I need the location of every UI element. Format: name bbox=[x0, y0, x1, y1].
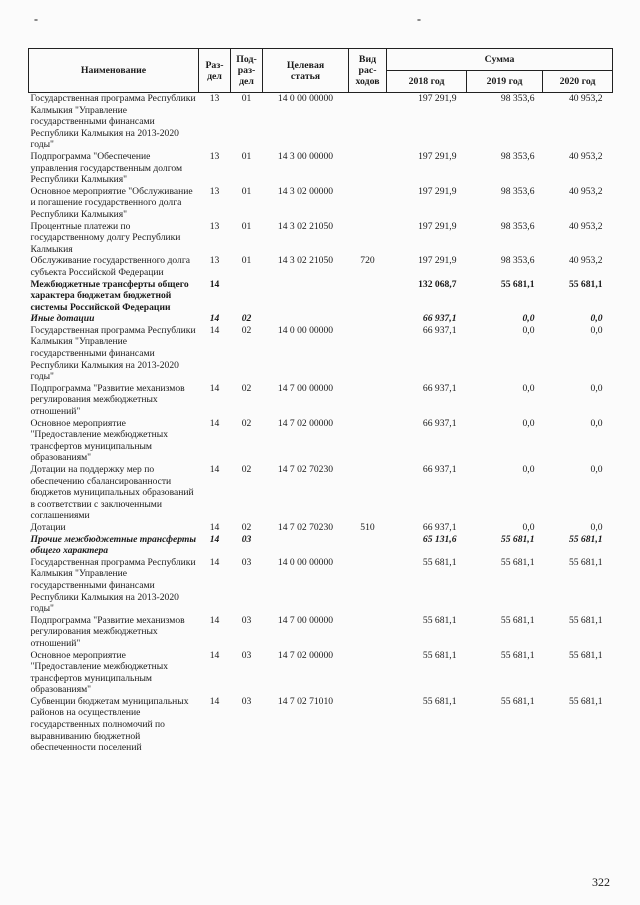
row-podrazdel: 02 bbox=[241, 521, 252, 533]
row-sum-2019: 98 353,6 bbox=[500, 93, 535, 104]
row-vid: 720 bbox=[360, 255, 375, 267]
row-sum-2020: 0,0 bbox=[590, 382, 603, 394]
row-sum-2020: 55 681,1 bbox=[568, 556, 603, 568]
row-name: Иные дотации bbox=[30, 313, 95, 325]
row-sum-2019: 55 681,1 bbox=[500, 614, 535, 626]
row-name: Подпрограмма "Развитие механизмов регулирования межбюджетных отношений" bbox=[30, 614, 185, 649]
row-vid bbox=[349, 534, 387, 557]
table-row bbox=[29, 313, 613, 325]
row-razdel: 14 bbox=[209, 324, 220, 336]
row-podrazdel: 02 bbox=[241, 464, 252, 475]
table-row bbox=[29, 534, 613, 557]
row-name: Субвенции бюджетам муниципальных районов на осуществление государственных полномочий по выравниванию бюджетной обеспеченности поселений bbox=[30, 695, 189, 754]
row-sum-2018: 55 681,1 bbox=[422, 614, 457, 626]
row-razdel: 14 bbox=[209, 382, 220, 394]
row-podrazdel: 03 bbox=[241, 533, 252, 545]
row-sum-2019: 55 681,1 bbox=[500, 278, 535, 290]
row-vid: 510 bbox=[360, 521, 375, 533]
row-razdel: 13 bbox=[209, 93, 220, 104]
row-sum-2019: 55 681,1 bbox=[500, 556, 535, 568]
row-sum-2018: 55 681,1 bbox=[422, 695, 457, 707]
row-target: 14 3 00 00000 bbox=[277, 150, 334, 162]
row-podrazdel: 03 bbox=[241, 695, 252, 707]
row-sum-2020: 55 681,1 bbox=[568, 614, 603, 626]
row-sum-2019: 0,0 bbox=[522, 521, 535, 533]
row-sum-2019: 0,0 bbox=[522, 324, 535, 336]
row-podrazdel: 02 bbox=[241, 313, 252, 325]
row-target: 14 0 00 00000 bbox=[277, 93, 334, 104]
row-name: Основное мероприятие "Предоставление межбюджетных трансфертов муниципальным образованиям" bbox=[30, 417, 168, 464]
row-sum-2019: 98 353,6 bbox=[500, 150, 535, 162]
row-target: 14 7 00 00000 bbox=[277, 382, 334, 394]
row-sum-2020: 0,0 bbox=[590, 324, 603, 336]
row-name: Обслуживание государственного долга субъекта Российской Федерации bbox=[30, 255, 191, 278]
row-sum-2018: 197 291,9 bbox=[418, 255, 457, 267]
row-vid bbox=[349, 418, 387, 464]
row-sum-2019: 55 681,1 bbox=[500, 533, 535, 545]
row-podrazdel: 02 bbox=[241, 382, 252, 394]
col-header-2018: 2018 год bbox=[387, 71, 467, 93]
row-vid bbox=[349, 279, 387, 314]
row-sum-2020: 0,0 bbox=[590, 417, 603, 429]
table-row bbox=[29, 151, 613, 186]
row-name: Государственная программа Республики Калмыкия "Управление государственными финансами Республики Калмыкия на 2013-2020 годы" bbox=[30, 93, 196, 151]
row-sum-2018: 66 937,1 bbox=[422, 464, 457, 475]
table-row bbox=[29, 650, 613, 696]
row-vid bbox=[349, 650, 387, 696]
row-sum-2019: 0,0 bbox=[522, 417, 535, 429]
row-vid bbox=[349, 325, 387, 383]
col-header-podrazdel: Под- раз- дел bbox=[231, 49, 263, 93]
row-sum-2018: 197 291,9 bbox=[418, 150, 457, 162]
row-razdel: 14 bbox=[209, 556, 220, 568]
row-name: Государственная программа Республики Калмыкия "Управление государственными финансами Республики Калмыкия на 2013-2020 годы" bbox=[30, 556, 196, 615]
col-header-vid: Вид рас- ходов bbox=[349, 49, 387, 93]
row-sum-2019: 55 681,1 bbox=[500, 695, 535, 707]
col-header-2019: 2019 год bbox=[467, 71, 543, 93]
row-sum-2019: 98 353,6 bbox=[500, 255, 535, 267]
row-razdel: 14 bbox=[209, 649, 220, 661]
row-razdel: 13 bbox=[209, 185, 220, 197]
row-sum-2018: 197 291,9 bbox=[418, 185, 457, 197]
row-target: 14 7 02 71010 bbox=[277, 695, 334, 707]
row-razdel: 14 bbox=[209, 464, 220, 475]
row-vid bbox=[349, 93, 387, 151]
row-sum-2020: 40 953,2 bbox=[568, 93, 603, 104]
row-target bbox=[263, 279, 349, 314]
row-sum-2019: 0,0 bbox=[522, 313, 535, 325]
row-vid bbox=[349, 383, 387, 418]
row-sum-2020: 55 681,1 bbox=[568, 533, 603, 545]
row-razdel: 14 bbox=[209, 614, 220, 626]
budget-table bbox=[28, 48, 613, 754]
row-sum-2018: 132 068,7 bbox=[418, 278, 457, 290]
row-podrazdel: 01 bbox=[241, 185, 252, 197]
row-podrazdel: 03 bbox=[241, 614, 252, 626]
row-vid bbox=[349, 186, 387, 221]
corner-mark-right: - bbox=[417, 12, 421, 26]
row-razdel: 14 bbox=[209, 521, 220, 533]
row-sum-2019: 98 353,6 bbox=[500, 185, 535, 197]
row-podrazdel bbox=[231, 279, 263, 314]
row-target bbox=[263, 313, 349, 325]
row-name: Прочие межбюджетные трансферты общего характера bbox=[30, 533, 197, 557]
row-sum-2018: 66 937,1 bbox=[422, 313, 457, 325]
row-name: Дотации bbox=[30, 521, 66, 533]
row-sum-2018: 197 291,9 bbox=[418, 220, 457, 232]
page-number: 322 bbox=[592, 875, 610, 889]
row-target: 14 7 02 70230 bbox=[277, 464, 334, 475]
col-header-razdel: Раз- дел bbox=[199, 49, 231, 93]
row-name: Подпрограмма "Развитие механизмов регулирования межбюджетных отношений" bbox=[30, 382, 185, 418]
row-sum-2020: 0,0 bbox=[590, 313, 603, 325]
row-sum-2020: 40 953,2 bbox=[568, 220, 603, 232]
row-sum-2019: 0,0 bbox=[522, 464, 535, 475]
table-row bbox=[29, 696, 613, 754]
row-name: Подпрограмма "Обеспечение управления государственным долгом Республики Калмыкия" bbox=[30, 150, 183, 186]
row-vid bbox=[349, 557, 387, 615]
row-sum-2019: 55 681,1 bbox=[500, 649, 535, 661]
row-razdel: 13 bbox=[209, 150, 220, 162]
col-header-target: Целевая статья bbox=[263, 49, 349, 93]
row-vid bbox=[349, 464, 387, 522]
row-podrazdel: 01 bbox=[241, 93, 252, 104]
table-row bbox=[29, 279, 613, 314]
col-header-2020: 2020 год bbox=[543, 71, 613, 93]
table-row bbox=[29, 221, 613, 256]
row-razdel: 13 bbox=[209, 220, 220, 232]
row-name: Государственная программа Республики Калмыкия "Управление государственными финансами Республики Калмыкия на 2013-2020 годы" bbox=[30, 324, 196, 383]
row-name: Основное мероприятие "Предоставление межбюджетных трансфертов муниципальным образованиям" bbox=[30, 649, 168, 696]
row-vid bbox=[349, 313, 387, 325]
table-row bbox=[29, 418, 613, 464]
row-target: 14 7 02 00000 bbox=[277, 417, 334, 429]
row-sum-2020: 0,0 bbox=[590, 521, 603, 533]
row-vid bbox=[349, 615, 387, 650]
row-podrazdel: 01 bbox=[241, 220, 252, 232]
row-sum-2018: 55 681,1 bbox=[422, 556, 457, 568]
row-vid bbox=[349, 151, 387, 186]
row-vid bbox=[349, 221, 387, 256]
row-target: 14 3 02 21050 bbox=[277, 255, 334, 267]
row-razdel: 14 bbox=[209, 533, 220, 545]
row-sum-2020: 40 953,2 bbox=[568, 150, 603, 162]
row-podrazdel: 01 bbox=[241, 150, 252, 162]
row-sum-2019: 98 353,6 bbox=[500, 220, 535, 232]
row-podrazdel: 02 bbox=[241, 417, 252, 429]
row-sum-2020: 0,0 bbox=[590, 464, 603, 475]
row-razdel: 14 bbox=[209, 417, 220, 429]
row-podrazdel: 02 bbox=[241, 324, 252, 336]
row-target: 14 7 00 00000 bbox=[277, 614, 334, 626]
row-sum-2018: 66 937,1 bbox=[422, 324, 457, 336]
row-razdel: 13 bbox=[209, 255, 220, 267]
row-podrazdel: 01 bbox=[241, 255, 252, 267]
row-sum-2018: 197 291,9 bbox=[418, 93, 457, 104]
row-name: Процентные платежи по государственному долгу Республики Калмыкия bbox=[30, 220, 181, 255]
row-sum-2019: 0,0 bbox=[522, 382, 535, 394]
col-header-sum: Сумма bbox=[387, 49, 613, 71]
table-row bbox=[29, 255, 613, 278]
row-target: 14 3 02 00000 bbox=[277, 185, 334, 197]
row-target: 14 7 02 70230 bbox=[277, 521, 334, 533]
row-sum-2020: 40 953,2 bbox=[568, 185, 603, 197]
table-row bbox=[29, 522, 613, 534]
row-podrazdel: 03 bbox=[241, 649, 252, 661]
row-vid bbox=[349, 696, 387, 754]
table-body bbox=[29, 93, 613, 754]
table-row bbox=[29, 383, 613, 418]
row-target: 14 0 00 00000 bbox=[277, 556, 334, 568]
table-row bbox=[29, 557, 613, 615]
row-target: 14 7 02 00000 bbox=[277, 649, 334, 661]
table-row bbox=[29, 464, 613, 522]
row-sum-2020: 40 953,2 bbox=[568, 255, 603, 267]
table-row bbox=[29, 615, 613, 650]
row-name: Межбюджетные трансферты общего характера бюджетам бюджетной системы Российской Федерации bbox=[30, 278, 189, 313]
row-target: 14 3 02 21050 bbox=[277, 220, 334, 232]
row-sum-2020: 55 681,1 bbox=[568, 695, 603, 707]
table-row bbox=[29, 325, 613, 383]
row-sum-2018: 65 131,6 bbox=[422, 533, 457, 545]
row-sum-2018: 55 681,1 bbox=[422, 649, 457, 661]
row-razdel: 14 bbox=[209, 278, 220, 290]
row-sum-2018: 66 937,1 bbox=[422, 417, 457, 429]
col-header-name: Наименование bbox=[29, 49, 199, 93]
row-target bbox=[263, 534, 349, 557]
table-row bbox=[29, 93, 613, 151]
row-razdel: 14 bbox=[209, 695, 220, 707]
row-razdel: 14 bbox=[209, 313, 220, 325]
corner-mark-left: - bbox=[34, 12, 38, 26]
row-sum-2020: 55 681,1 bbox=[568, 278, 603, 290]
row-podrazdel: 03 bbox=[241, 556, 252, 568]
row-sum-2018: 66 937,1 bbox=[422, 382, 457, 394]
row-name: Дотации на поддержку мер по обеспечению сбалансированности бюджетов муниципальных образований в соответствии с заключенными соглашениями bbox=[30, 464, 194, 522]
row-sum-2018: 66 937,1 bbox=[422, 521, 457, 533]
table-row bbox=[29, 186, 613, 221]
row-sum-2020: 55 681,1 bbox=[568, 649, 603, 661]
row-name: Основное мероприятие "Обслуживание и погашение государственного долга Республики Калмыкия" bbox=[30, 185, 193, 220]
row-target: 14 0 00 00000 bbox=[277, 324, 334, 336]
